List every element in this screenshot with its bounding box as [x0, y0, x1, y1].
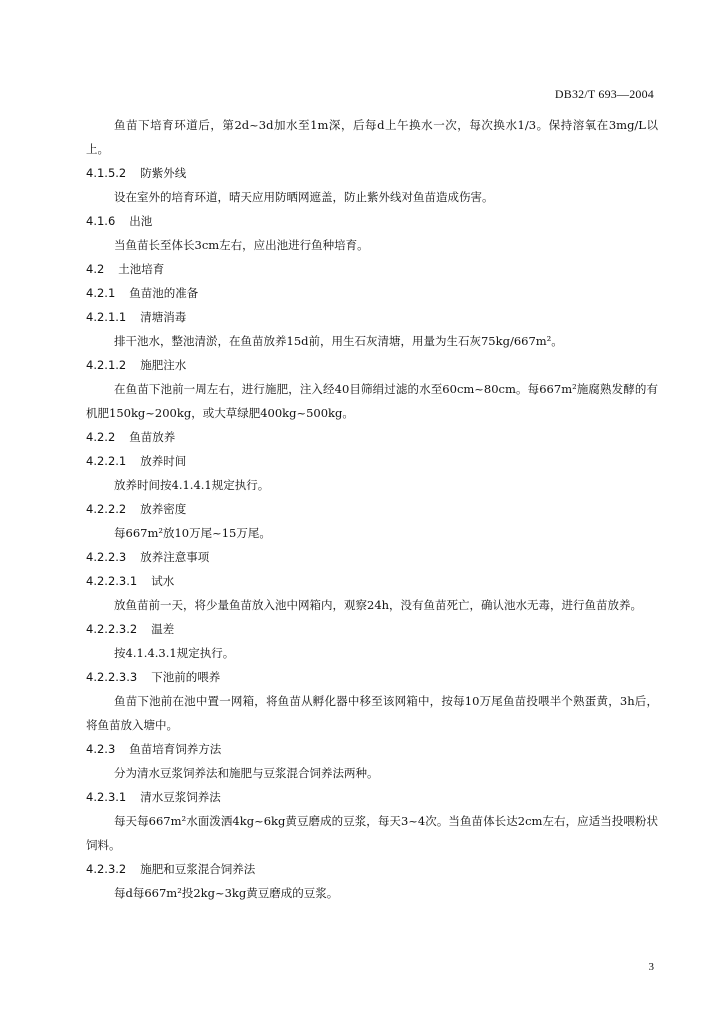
section-heading — [86, 449, 658, 473]
section-heading — [86, 857, 658, 881]
section-heading — [86, 569, 658, 593]
section-heading — [86, 161, 658, 185]
section-number: 4.2.2.2 — [86, 502, 127, 516]
section-number: 4.2.2.3 — [86, 550, 127, 564]
paragraph: 按4.1.4.3.1规定执行。 — [114, 646, 235, 660]
section-number: 4.2.3.2 — [86, 862, 127, 876]
section-heading — [86, 209, 658, 233]
section-title: 试水 — [151, 574, 175, 588]
section-number: 4.2.1.1 — [86, 310, 127, 324]
section-number: 4.1.6 — [86, 214, 116, 228]
section-heading — [86, 281, 658, 305]
section-number: 4.2.1 — [86, 286, 116, 300]
section-title: 温差 — [151, 622, 175, 636]
section-title: 出池 — [129, 214, 153, 228]
section-title: 防紫外线 — [140, 166, 187, 180]
paragraph: 分为清水豆浆饲养法和施肥与豆浆混合饲养法两种。 — [114, 766, 379, 780]
document-body — [86, 113, 658, 905]
paragraph: 每667m²放10万尾~15万尾。 — [114, 526, 271, 540]
paragraph: 放养时间按4.1.4.1规定执行。 — [114, 478, 270, 492]
section-number: 4.2.1.2 — [86, 358, 127, 372]
section-title: 清水豆浆饲养法 — [140, 790, 221, 804]
section-heading — [86, 737, 658, 761]
section-heading — [86, 617, 658, 641]
paragraph: 鱼苗下池前在池中置一网箱，将鱼苗从孵化器中移至该网箱中，按每10万尾鱼苗投喂半个熟蛋黄，3h后，将鱼苗放入塘中。 — [86, 694, 658, 732]
section-heading — [86, 785, 658, 809]
section-number: 4.2.2.3.1 — [86, 574, 138, 588]
section-heading — [86, 497, 658, 521]
section-title: 土池培育 — [118, 262, 165, 276]
section-heading — [86, 545, 658, 569]
page-number: 3 — [648, 961, 654, 973]
section-number: 4.2.2.3.2 — [86, 622, 138, 636]
section-heading — [86, 353, 658, 377]
document-code-header: DB32/T 693—2004 — [554, 87, 654, 101]
section-title: 施肥注水 — [140, 358, 187, 372]
paragraph: 每d每667m²投2kg~3kg黄豆磨成的豆浆。 — [114, 886, 339, 900]
paragraph: 鱼苗下培育环道后，第2d~3d加水至1m深，后每d上午换水一次，每次换水1/3。保持溶氧在3mg/L以上。 — [86, 118, 658, 156]
section-number: 4.2.2.1 — [86, 454, 127, 468]
section-title: 放养注意事项 — [140, 550, 210, 564]
section-title: 鱼苗放养 — [129, 430, 176, 444]
section-heading — [86, 665, 658, 689]
section-title: 鱼苗培育饲养方法 — [129, 742, 222, 756]
paragraph: 在鱼苗下池前一周左右，进行施肥，注入经40目筛绢过滤的水至60cm~80cm。每667m²施腐熟发酵的有机肥150kg~200kg，或大草绿肥400kg~500kg。 — [86, 382, 658, 420]
section-title: 施肥和豆浆混合饲养法 — [140, 862, 256, 876]
paragraph: 设在室外的培育环道，晴天应用防晒网遮盖，防止紫外线对鱼苗造成伤害。 — [114, 190, 494, 204]
section-title: 鱼苗池的准备 — [129, 286, 199, 300]
paragraph: 放鱼苗前一天，将少量鱼苗放入池中网箱内，观察24h，没有鱼苗死亡，确认池水无毒，进行鱼苗放养。 — [114, 598, 643, 612]
section-number: 4.2.3 — [86, 742, 116, 756]
section-title: 清塘消毒 — [140, 310, 187, 324]
section-heading — [86, 257, 658, 281]
section-title: 放养密度 — [140, 502, 187, 516]
section-heading — [86, 305, 658, 329]
section-number: 4.2.2.3.3 — [86, 670, 138, 684]
section-number: 4.2.2 — [86, 430, 116, 444]
paragraph: 当鱼苗长至体长3cm左右，应出池进行鱼种培育。 — [114, 238, 369, 252]
section-title: 下池前的喂养 — [151, 670, 221, 684]
section-number: 4.2 — [86, 262, 105, 276]
section-heading — [86, 425, 658, 449]
section-title: 放养时间 — [140, 454, 187, 468]
paragraph: 排干池水，整池清淤，在鱼苗放养15d前，用生石灰清塘，用量为生石灰75kg/667m²。 — [114, 334, 563, 348]
paragraph: 每天每667m²水面泼洒4kg~6kg黄豆磨成的豆浆，每天3~4次。当鱼苗体长达2cm左右，应适当投喂粉状饲料。 — [86, 814, 658, 852]
section-number: 4.2.3.1 — [86, 790, 127, 804]
section-number: 4.1.5.2 — [86, 166, 127, 180]
